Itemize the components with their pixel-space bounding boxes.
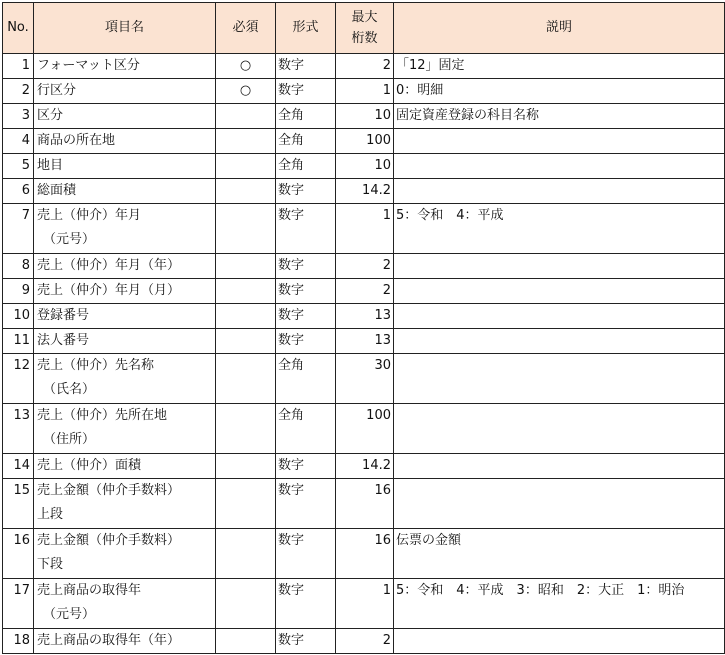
- row-item-name: [34, 204, 216, 254]
- table-row: [3, 254, 725, 279]
- row-max-digits: 2: [336, 279, 394, 304]
- row-item-name: [34, 129, 216, 154]
- row-item-name: [34, 529, 216, 579]
- row-item-name-line1: 売上商品の取得年: [37, 583, 142, 598]
- row-item-name: [34, 354, 216, 404]
- table-row: [3, 629, 725, 654]
- row-format: 数字: [276, 629, 336, 654]
- row-description: [394, 479, 725, 529]
- header-name: 項目名: [34, 3, 216, 54]
- row-item-name: [34, 454, 216, 479]
- row-required-mark: [216, 579, 276, 629]
- table-row: [3, 279, 725, 304]
- row-item-name: [34, 629, 216, 654]
- row-no: 16: [3, 529, 34, 579]
- row-format: 全角: [276, 129, 336, 154]
- row-required-mark: [216, 529, 276, 579]
- row-description: 5：令和 4：平成 3：昭和 2：大正 1：明治: [394, 579, 725, 629]
- row-max-digits: 13: [336, 304, 394, 329]
- row-description: 「12」固定: [394, 54, 725, 79]
- row-item-name: [34, 279, 216, 304]
- row-max-digits: 1: [336, 579, 394, 629]
- table-row: [3, 154, 725, 179]
- header-row: [3, 3, 725, 54]
- row-required-mark: [216, 104, 276, 129]
- row-description: [394, 304, 725, 329]
- row-item-name: [34, 79, 216, 104]
- row-item-name-line2: 下段: [37, 557, 64, 572]
- row-item-name-line1: 売上（仲介）先名称: [37, 358, 155, 373]
- row-item-name: [34, 179, 216, 204]
- row-format: 全角: [276, 354, 336, 404]
- header-required: 必須: [216, 3, 276, 54]
- row-required-mark: [216, 129, 276, 154]
- row-required-mark: [216, 204, 276, 254]
- row-item-name: [34, 479, 216, 529]
- row-max-digits: 100: [336, 404, 394, 454]
- row-item-name-line1: 売上金額（仲介手数料）: [37, 483, 181, 498]
- row-max-digits: 30: [336, 354, 394, 404]
- row-no: 18: [3, 629, 34, 654]
- row-no: 8: [3, 254, 34, 279]
- row-item-name-line1: 売上（仲介）先所在地: [37, 408, 168, 423]
- row-max-digits: 10: [336, 104, 394, 129]
- row-description: 5：令和 4：平成: [394, 204, 725, 254]
- row-item-name: [34, 329, 216, 354]
- table-row: [3, 329, 725, 354]
- row-item-name-line1: 法人番号: [37, 333, 90, 348]
- header-no: No.: [3, 3, 34, 54]
- row-description: 固定資産登録の科目名称: [394, 104, 725, 129]
- row-format: 数字: [276, 79, 336, 104]
- row-item-name-line2: （氏名）: [43, 382, 96, 397]
- row-item-name: [34, 154, 216, 179]
- row-description: 0：明細: [394, 79, 725, 104]
- row-description: [394, 454, 725, 479]
- row-no: 7: [3, 204, 34, 254]
- row-item-name: [34, 304, 216, 329]
- row-item-name-line1: 総面積: [37, 183, 77, 198]
- row-required-mark: [216, 329, 276, 354]
- row-required-mark: [216, 454, 276, 479]
- row-no: 15: [3, 479, 34, 529]
- header-description: 説明: [394, 3, 725, 54]
- row-format: 数字: [276, 279, 336, 304]
- header-format: 形式: [276, 3, 336, 54]
- row-no: 11: [3, 329, 34, 354]
- row-required-mark: [216, 304, 276, 329]
- table-row: [3, 304, 725, 329]
- row-no: 12: [3, 354, 34, 404]
- row-no: 14: [3, 454, 34, 479]
- table-row: [3, 479, 725, 529]
- row-max-digits: 100: [336, 129, 394, 154]
- row-no: 13: [3, 404, 34, 454]
- row-item-name-line1: 売上金額（仲介手数料）: [37, 533, 181, 548]
- row-item-name-line1: 売上商品の取得年（年）: [37, 633, 181, 648]
- row-description: [394, 404, 725, 454]
- row-required-mark: ○: [216, 79, 276, 104]
- row-required-mark: [216, 279, 276, 304]
- row-item-name-line1: 売上（仲介）年月: [37, 208, 142, 223]
- row-item-name: [34, 579, 216, 629]
- row-required-mark: [216, 154, 276, 179]
- row-item-name: [34, 104, 216, 129]
- row-required-mark: [216, 629, 276, 654]
- row-max-digits: 16: [336, 529, 394, 579]
- table-row: [3, 129, 725, 154]
- row-item-name-line1: 行区分: [37, 83, 77, 98]
- row-max-digits: 13: [336, 329, 394, 354]
- header-max-digits: [336, 3, 394, 54]
- row-max-digits: 14.2: [336, 454, 394, 479]
- row-format: 数字: [276, 529, 336, 579]
- row-no: 3: [3, 104, 34, 129]
- header-max-line2: 桁数: [351, 31, 378, 46]
- row-max-digits: 16: [336, 479, 394, 529]
- row-item-name: [34, 54, 216, 79]
- row-item-name-line1: 登録番号: [37, 308, 90, 323]
- row-max-digits: 10: [336, 154, 394, 179]
- row-item-name-line2: （元号）: [43, 607, 96, 622]
- table-row: [3, 79, 725, 104]
- row-format: 数字: [276, 479, 336, 529]
- table-row: [3, 454, 725, 479]
- row-no: 10: [3, 304, 34, 329]
- row-required-mark: [216, 479, 276, 529]
- row-item-name-line2: （元号）: [43, 232, 96, 247]
- row-no: 2: [3, 79, 34, 104]
- row-max-digits: 1: [336, 79, 394, 104]
- row-format: 数字: [276, 579, 336, 629]
- row-format: 数字: [276, 179, 336, 204]
- row-no: 17: [3, 579, 34, 629]
- row-description: 伝票の金額: [394, 529, 725, 579]
- table-row: [3, 354, 725, 404]
- row-format: 数字: [276, 454, 336, 479]
- row-max-digits: 1: [336, 204, 394, 254]
- row-max-digits: 2: [336, 629, 394, 654]
- row-required-mark: [216, 254, 276, 279]
- row-format: 全角: [276, 154, 336, 179]
- row-item-name: [34, 254, 216, 279]
- row-format: 数字: [276, 204, 336, 254]
- table-row: [3, 404, 725, 454]
- row-format: 数字: [276, 54, 336, 79]
- row-description: [394, 154, 725, 179]
- row-max-digits: 2: [336, 254, 394, 279]
- row-required-mark: [216, 179, 276, 204]
- row-max-digits: 2: [336, 54, 394, 79]
- table-row: [3, 54, 725, 79]
- field-spec-table: [2, 2, 725, 654]
- row-item-name-line1: フォーマット区分: [37, 58, 140, 73]
- row-required-mark: ○: [216, 54, 276, 79]
- header-max-line1: 最大: [351, 10, 378, 25]
- row-description: [394, 629, 725, 654]
- row-item-name-line1: 売上（仲介）年月（年）: [37, 258, 181, 273]
- row-no: 1: [3, 54, 34, 79]
- row-description: [394, 354, 725, 404]
- row-required-mark: [216, 354, 276, 404]
- row-item-name-line1: 商品の所在地: [37, 133, 116, 148]
- row-item-name-line1: 区分: [37, 108, 64, 123]
- row-format: 全角: [276, 104, 336, 129]
- row-no: 9: [3, 279, 34, 304]
- row-format: 数字: [276, 254, 336, 279]
- row-required-mark: [216, 404, 276, 454]
- row-item-name: [34, 404, 216, 454]
- row-no: 4: [3, 129, 34, 154]
- table-row: [3, 529, 725, 579]
- row-format: 数字: [276, 304, 336, 329]
- row-item-name-line2: 上段: [37, 507, 64, 522]
- row-format: 数字: [276, 329, 336, 354]
- row-description: [394, 329, 725, 354]
- row-description: [394, 254, 725, 279]
- row-no: 5: [3, 154, 34, 179]
- table-row: [3, 579, 725, 629]
- row-item-name-line1: 売上（仲介）面積: [37, 458, 142, 473]
- row-description: [394, 129, 725, 154]
- table-row: [3, 104, 725, 129]
- row-format: 全角: [276, 404, 336, 454]
- row-no: 6: [3, 179, 34, 204]
- row-description: [394, 279, 725, 304]
- row-item-name-line1: 地目: [37, 158, 64, 173]
- table-row: [3, 179, 725, 204]
- row-max-digits: 14.2: [336, 179, 394, 204]
- row-item-name-line2: （住所）: [43, 432, 96, 447]
- row-item-name-line1: 売上（仲介）年月（月）: [37, 283, 181, 298]
- row-description: [394, 179, 725, 204]
- table-row: [3, 204, 725, 254]
